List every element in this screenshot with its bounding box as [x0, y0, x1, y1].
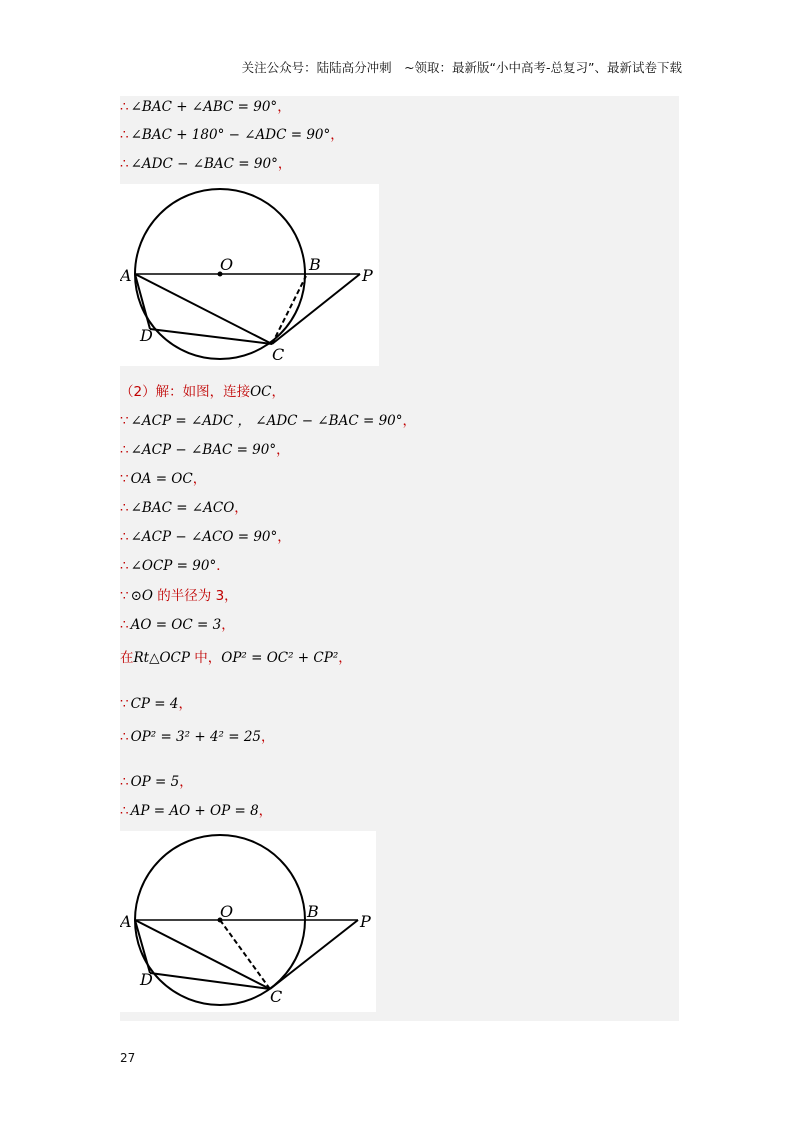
- page-header: 关注公众号：陆陆高分冲刺 ~领取：最新版“小中高考-总复习”、最新试卷下载: [241, 60, 682, 75]
- step-line: ∵ ⊙O 的半径为 3，: [120, 588, 238, 604]
- step-line: ∴ ∠BAC = ∠ACO，: [120, 500, 248, 516]
- step-line: ∴ AO = OC = 3，: [120, 617, 235, 633]
- step-line: ∴ ∠BAC + 180° − ∠ADC = 90°，: [120, 127, 344, 143]
- label-O: O: [220, 255, 234, 274]
- geometry-figure-2: [120, 831, 376, 1012]
- label-C: C: [272, 345, 285, 364]
- label-P: P: [362, 266, 373, 285]
- step-line: ∵ OA = OC，: [120, 471, 207, 487]
- label-D: D: [140, 326, 153, 345]
- step-line: ∴ ∠OCP = 90°．: [120, 558, 230, 574]
- step-line: ∵ ∠ACP = ∠ADC ， ∠ADC − ∠BAC = 90°，: [120, 413, 416, 429]
- step-line: （2）解：如图，连接OC，: [120, 384, 285, 400]
- step-line: ∵ CP = 4，: [120, 696, 192, 712]
- label-P: P: [360, 912, 371, 931]
- label-B: B: [309, 255, 321, 274]
- step-line: ∴ ∠BAC + ∠ABC = 90°，: [120, 99, 291, 115]
- step-line: ∴ AP = AO + OP = 8，: [120, 803, 273, 819]
- label-B: B: [307, 902, 319, 921]
- label-D: D: [140, 970, 153, 989]
- step-line: ∴ ∠ADC − ∠BAC = 90°，: [120, 156, 292, 172]
- step-line: 在Rt△OCP 中，OP² = OC² + CP²，: [120, 650, 352, 666]
- step-line: ∴ ∠ACP − ∠BAC = 90°，: [120, 442, 290, 458]
- step-line: ∴ OP = 5，: [120, 774, 193, 790]
- label-A: A: [120, 912, 132, 931]
- label-A: A: [120, 266, 132, 285]
- step-line: ∴ OP² = 3² + 4² = 25，: [120, 729, 275, 745]
- page-number: 27: [120, 1051, 136, 1065]
- label-C: C: [270, 987, 283, 1006]
- geometry-figure-1: [120, 184, 379, 366]
- label-O: O: [220, 902, 234, 921]
- step-line: ∴ ∠ACP − ∠ACO = 90°，: [120, 529, 291, 545]
